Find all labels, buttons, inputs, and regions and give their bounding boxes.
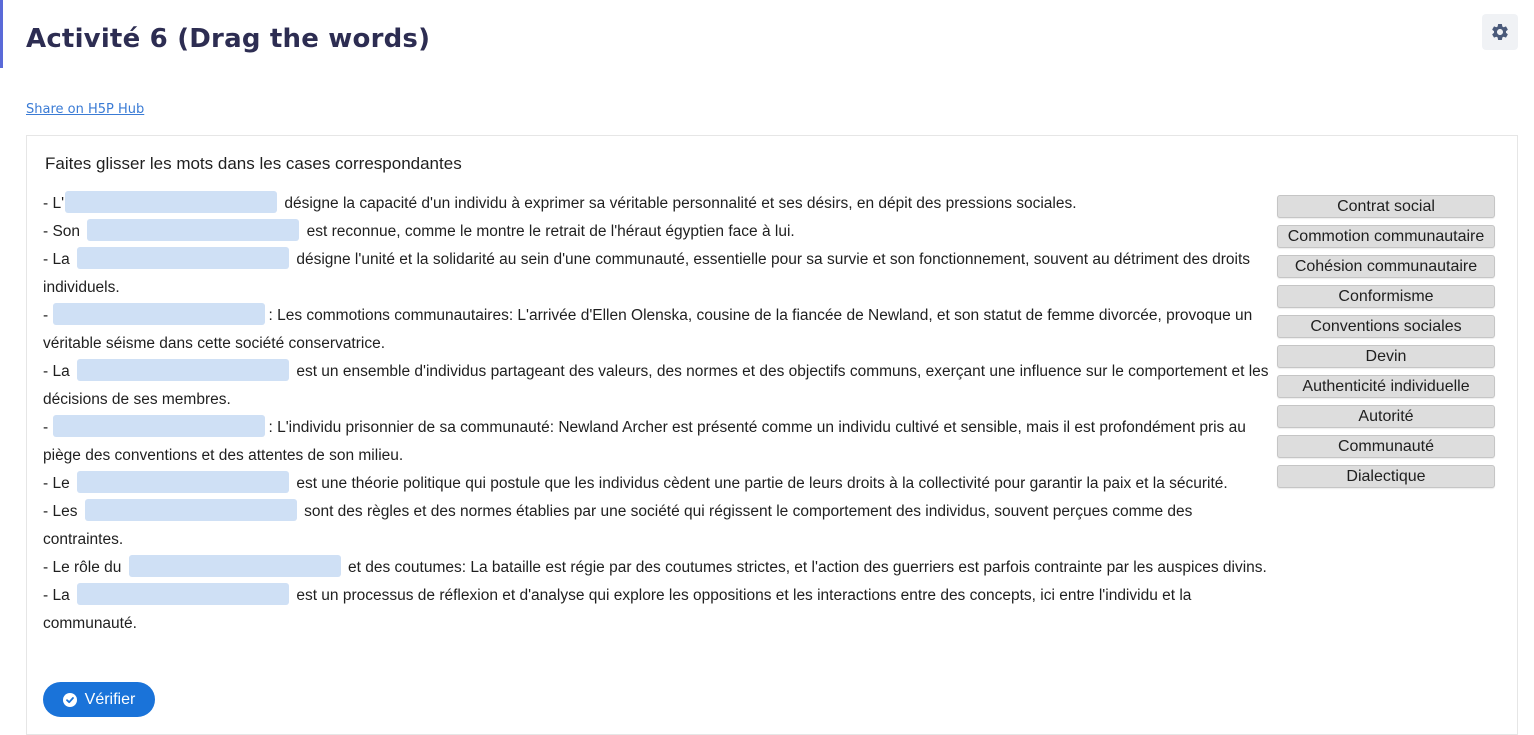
drop-zone-5[interactable] [77,359,289,381]
drop-zone-3[interactable] [77,247,289,269]
sentence-2: - Son est reconnue, comme le montre le retrait de l'héraut égyptien face à lui. [43,218,1275,246]
drop-zone-9[interactable] [129,555,341,577]
draggable-word[interactable]: Cohésion communautaire [1277,255,1495,278]
draggable-word[interactable]: Dialectique [1277,465,1495,488]
draggable-word[interactable]: Conformisme [1277,285,1495,308]
drop-zone-8[interactable] [85,499,297,521]
check-button-label: Vérifier [84,690,136,708]
header-accent-bar [0,0,3,68]
drop-zone-6[interactable] [53,415,265,437]
task-description: Faites glisser les mots dans les cases correspondantes [45,154,462,173]
sentence-4: - : Les commotions communautaires: L'arrivée d'Ellen Olenska, cousine de la fiancée de Newland, et son statut de femme divorcée, provoque un véritable séisme dans cette société conservatrice. [43,302,1275,358]
word-pool [1277,195,1497,495]
sentence-5: - La est un ensemble d'individus partageant des valeurs, des normes et des objectifs communs, exerçant une influence sur le comportement et les décisions de ses membres. [43,358,1275,414]
draggable-word[interactable]: Devin [1277,345,1495,368]
drop-zone-4[interactable] [53,303,265,325]
draggable-word[interactable]: Contrat social [1277,195,1495,218]
sentence-6: - : L'individu prisonnier de sa communauté: Newland Archer est présenté comme un individu cultivé et sensible, mais il est profondément pris au piège des conventions et des attentes de son milieu. [43,414,1275,470]
sentence-1: - L' désigne la capacité d'un individu à exprimer sa véritable personnalité et ses désirs, en dépit des pressions sociales. [43,190,1275,218]
drop-zone-2[interactable] [87,219,299,241]
drag-text-area [43,190,1275,638]
check-button[interactable] [43,682,155,717]
sentence-9: - Le rôle du et des coutumes: La bataille est régie par des coutumes strictes, et l'action des guerriers est parfois contrainte par les auspices divins. [43,554,1275,582]
gear-icon [1490,22,1510,42]
sentence-7: - Le est une théorie politique qui postule que les individus cèdent une partie de leurs droits à la collectivité pour garantir la paix et la sécurité. [43,470,1275,498]
sentence-10: - La est un processus de réflexion et d'analyse qui explore les oppositions et les interactions entre des concepts, ici entre l'individu et la communauté. [43,582,1275,638]
check-circle-icon [63,693,77,707]
draggable-word[interactable]: Commotion communautaire [1277,225,1495,248]
drop-zone-1[interactable] [65,191,277,213]
draggable-word[interactable]: Autorité [1277,405,1495,428]
draggable-word[interactable]: Communauté [1277,435,1495,458]
draggable-word[interactable]: Conventions sociales [1277,315,1495,338]
sentence-3: - La désigne l'unité et la solidarité au sein d'une communauté, essentielle pour sa survie et son fonctionnement, souvent au détriment des droits individuels. [43,246,1275,302]
drop-zone-10[interactable] [77,583,289,605]
settings-button[interactable] [1482,14,1518,50]
draggable-word[interactable]: Authenticité individuelle [1277,375,1495,398]
share-h5p-hub-link[interactable]: Share on H5P Hub [26,102,145,117]
sentence-8: - Les sont des règles et des normes établies par une société qui régissent le comportement des individus, souvent perçues comme des contraintes. [43,498,1275,554]
page-title: Activité 6 (Drag the words) [26,24,431,54]
drop-zone-7[interactable] [77,471,289,493]
